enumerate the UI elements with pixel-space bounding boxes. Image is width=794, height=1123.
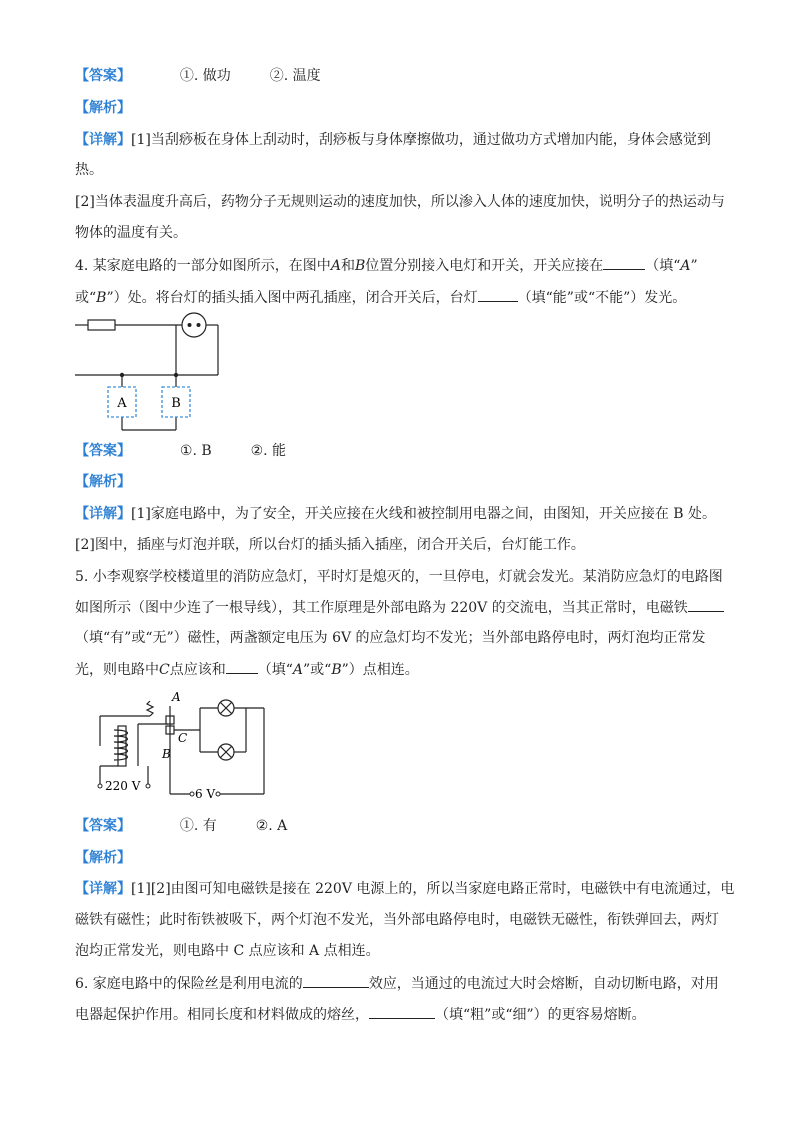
socket-hole	[197, 323, 201, 327]
answer-tag: 【答案】	[75, 818, 131, 834]
q5-stem-line	[75, 567, 723, 587]
q4-detail-line	[75, 504, 716, 524]
q4-analysis-line	[75, 472, 131, 492]
detail-text: [1][2]由图可知电磁铁是接在 220V 电源上的，所以当家庭电路正常时，电磁铁中有电流通过，电	[131, 881, 735, 897]
stem-var: C	[159, 662, 170, 678]
answer-blank[interactable]	[303, 973, 369, 988]
spring	[147, 701, 153, 716]
detail-tag: 【详解】	[75, 132, 131, 148]
stem-text: ”	[690, 258, 698, 274]
q3-answer-line	[75, 66, 321, 86]
stem-text: ”）处。将台灯的插头插入图中两孔插座，闭合开关后，台灯	[106, 290, 478, 306]
socket-hole	[188, 323, 192, 327]
detail-text: [1]当刮痧板在身体上刮动时，刮痧板与身体摩擦做功，通过做功方式增加内能，身体会感觉到	[131, 132, 711, 148]
stem-text: （填“有”或“无”）磁性，两盏额定电压为 6V 的应急灯均不发光；当外部电路停电时，两灯泡均正常发	[75, 630, 706, 646]
stem-text: 位置分别接入电灯和开关，开关应接在	[365, 258, 604, 274]
q5-stem-line	[75, 659, 419, 680]
socket	[182, 313, 206, 337]
detail-tag: 【详解】	[75, 881, 131, 897]
stem-var: A	[330, 258, 341, 274]
stem-text: 或“	[75, 290, 97, 306]
detail-text: [2]当体表温度升高后，药物分子无规则运动的速度加快，所以渗入人体的速度加快，说明分子的热运动与	[75, 194, 725, 210]
stem-var: A	[292, 662, 304, 678]
label-a: A	[117, 396, 127, 411]
stem-var: B	[331, 662, 342, 678]
answer-item: ②. 温度	[269, 68, 321, 84]
terminal	[190, 792, 194, 796]
stem-text: 点应该和	[169, 662, 226, 678]
detail-text: [1]家庭电路中，为了安全，开关应接在火线和被控制用电器之间，由图知，开关应接在 B 处。	[131, 506, 717, 522]
stem-text: 光，则电路中	[75, 662, 159, 678]
detail-tag: 【详解】	[75, 506, 131, 522]
q5-stem-line	[75, 597, 724, 618]
terminal	[216, 792, 220, 796]
stem-text: （填“	[257, 662, 293, 678]
label-220v: 220 V	[105, 779, 141, 793]
analysis-tag: 【解析】	[75, 100, 131, 116]
answer-item: ①. 有	[179, 818, 217, 834]
detail-text: 物体的温度有关。	[75, 225, 187, 241]
stem-text: （填“	[645, 258, 681, 274]
answer-blank[interactable]	[688, 597, 724, 612]
detail-text: 热。	[75, 162, 103, 178]
q3-detail-line	[75, 192, 725, 212]
stem-var: A	[680, 258, 691, 274]
stem-text: 4. 某家庭电路的一部分如图所示，在图中	[75, 258, 331, 274]
stem-text: 电器起保护作用。相同长度和材料做成的熔丝，	[75, 1007, 369, 1023]
q5-answer-line	[75, 816, 287, 836]
q3-detail-line	[75, 160, 103, 180]
analysis-tag: 【解析】	[75, 474, 131, 490]
label-b: B	[162, 747, 171, 761]
label-b: B	[171, 396, 181, 411]
q5-stem-line	[75, 628, 706, 648]
stem-text: 效应，当通过的电流过大时会熔断，自动切断电路，对用	[368, 976, 719, 992]
junction-dot	[120, 373, 124, 377]
junction-dot	[174, 373, 178, 377]
stem-text: 和	[340, 258, 355, 274]
answer-blank[interactable]	[603, 255, 645, 270]
q4-stem-line	[75, 287, 686, 308]
q4-detail-line	[75, 535, 585, 555]
analysis-tag: 【解析】	[75, 850, 131, 866]
q5-detail-line	[75, 879, 734, 899]
q3-analysis-line	[75, 98, 131, 118]
stem-text: （填“能”或“不能”）发光。	[517, 290, 687, 306]
emergency-light-circuit-diagram	[88, 686, 278, 806]
answer-blank[interactable]	[478, 287, 518, 302]
stem-text: 6. 家庭电路中的保险丝是利用电流的	[75, 976, 303, 992]
q4-answer-line	[75, 441, 286, 461]
q6-stem-line	[75, 1004, 646, 1025]
stem-var: B	[96, 290, 107, 306]
detail-text: 磁铁有磁性；此时衔铁被吸下，两个灯泡不发光，当外部电路停电时，电磁铁无磁性，衔铁弹回去，两灯	[75, 912, 719, 928]
label-c: C	[178, 731, 188, 745]
terminal	[146, 784, 150, 788]
q4-stem-line	[75, 255, 698, 276]
q6-stem-line	[75, 973, 719, 994]
stem-var: B	[354, 258, 366, 274]
stem-text: ”）点相连。	[341, 662, 419, 678]
answer-blank[interactable]	[226, 659, 258, 674]
answer-item: ①. B	[179, 443, 212, 459]
answer-item: ①. 做功	[179, 68, 231, 84]
terminal	[98, 784, 102, 788]
stem-text: 5. 小李观察学校楼道里的消防应急灯，平时灯是熄灭的，一旦停电，灯就会发光。某消防应急灯的电路图	[75, 569, 723, 585]
q5-detail-line	[75, 941, 380, 961]
detail-text: 泡均正常发光，则电路中 C 点应该和 A 点相连。	[75, 943, 380, 959]
stem-text: 如图所示（图中少连了一根导线），其工作原理是外部电路为 220V 的交流电，当其正常时，电磁铁	[75, 600, 688, 616]
q5-analysis-line	[75, 848, 131, 868]
q5-detail-line	[75, 910, 719, 930]
household-circuit-diagram	[70, 312, 230, 432]
detail-text: [2]图中，插座与灯泡并联，所以台灯的插头插入插座，闭合开关后，台灯能工作。	[75, 537, 585, 553]
q3-detail-line	[75, 223, 187, 243]
answer-item: ②. A	[255, 818, 288, 834]
answer-item: ②. 能	[250, 443, 287, 459]
stem-text: （填“粗”或“细”）的更容易熔断。	[435, 1007, 646, 1023]
fuse	[88, 320, 115, 330]
label-6v: 6 V	[195, 787, 216, 801]
answer-blank[interactable]	[369, 1004, 435, 1019]
answer-tag: 【答案】	[75, 68, 131, 84]
stem-text: ”或“	[303, 662, 332, 678]
label-a: A	[172, 690, 181, 704]
answer-tag: 【答案】	[75, 443, 131, 459]
q3-detail-line	[75, 130, 711, 150]
